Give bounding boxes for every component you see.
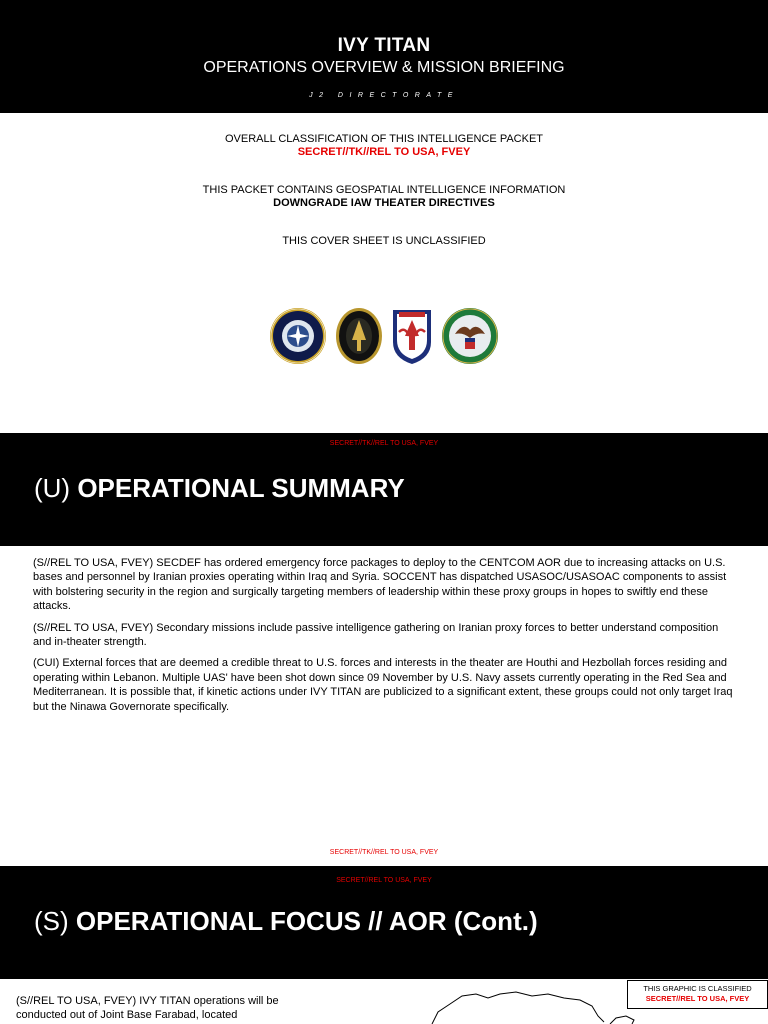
summary-bottom-marking: SECRET//TK//REL TO USA, FVEY bbox=[329, 849, 439, 856]
directorate-label: J2 DIRECTORATE bbox=[309, 92, 459, 99]
graphic-classification: SECRET//REL TO USA, FVEY bbox=[645, 994, 750, 1003]
summary-body bbox=[33, 556, 733, 721]
focus-title-main: OPERATIONAL FOCUS // AOR (Cont.) bbox=[75, 906, 538, 936]
cover-unclass-label: THIS COVER SHEET IS UNCLASSIFIED bbox=[282, 235, 486, 247]
graphic-classification-box bbox=[627, 980, 768, 1009]
summary-paragraph: (S//REL TO USA, FVEY) SECDEF has ordered emergency force packages to deploy to the CENTCOM AOR due to increasing attacks on U.S. bases and personnel by Iranian proxies operating within Iraq and Syria. SOCCENT has dispatched USASOC/USASOAC components to assist with bolstering security in the region and surgically targeting members of leadership within these proxy groups in hopes to swiftly end these attacks. bbox=[33, 557, 727, 613]
cover-header bbox=[0, 0, 768, 113]
cover-unclass-block bbox=[0, 235, 768, 248]
classification-value: SECRET//TK//REL TO USA, FVEY bbox=[297, 146, 471, 158]
jsoc-seal-icon bbox=[269, 306, 327, 366]
focus-header-band bbox=[0, 866, 768, 979]
airborne-seal-icon bbox=[389, 306, 435, 366]
classification-label: OVERALL CLASSIFICATION OF THIS INTELLIGENCE PACKET bbox=[224, 133, 544, 145]
summary-title-prefix: (U) bbox=[34, 473, 78, 503]
focus-title-prefix: (S) bbox=[34, 906, 76, 936]
cover-subtitle: OPERATIONS OVERVIEW & MISSION BRIEFING bbox=[203, 59, 565, 76]
graphic-label: THIS GRAPHIC IS CLASSIFIED bbox=[643, 984, 752, 993]
summary-title bbox=[34, 473, 405, 504]
centcom-seal-icon bbox=[441, 306, 499, 366]
classification-block bbox=[0, 133, 768, 159]
focus-body-text: (S//REL TO USA, FVEY) IVY TITAN operations will be conducted out of Joint Base Farabad, located bbox=[16, 995, 279, 1022]
focus-top-marking: SECRET//REL TO USA, FVEY bbox=[336, 877, 432, 884]
cover-title: IVY TITAN bbox=[337, 35, 431, 56]
summary-paragraph: (CUI) External forces that are deemed a credible threat to U.S. forces and interests in the theater are Houthi and Hezbollah forces residing and operating within Lebanon. Multiple UAS' have been shot down since 09 November by U.S. Navy assets currently operating in the Red Sea and Mediterranean. It is possible that, if kinetic actions under IVY TITAN are publicized to a significant extent, these groups could not only target Iraq but the Ninawa Governorate specifically. bbox=[33, 657, 733, 713]
summary-header-band bbox=[0, 433, 768, 546]
geoint-block bbox=[0, 184, 768, 210]
geoint-label: THIS PACKET CONTAINS GEOSPATIAL INTELLIGENCE INFORMATION bbox=[202, 184, 566, 196]
focus-title bbox=[34, 906, 538, 937]
aor-map-outline bbox=[420, 988, 650, 1024]
downgrade-label: DOWNGRADE IAW THEATER DIRECTIVES bbox=[273, 197, 495, 209]
summary-paragraph: (S//REL TO USA, FVEY) Secondary missions include passive intelligence gathering on Iranian proxy forces to better understand composition and in-theater strength. bbox=[33, 621, 719, 649]
summary-top-marking: SECRET//TK//REL TO USA, FVEY bbox=[329, 440, 439, 447]
socom-seal-icon bbox=[335, 306, 383, 366]
unit-seals bbox=[0, 306, 768, 368]
summary-title-main: OPERATIONAL SUMMARY bbox=[77, 473, 405, 503]
